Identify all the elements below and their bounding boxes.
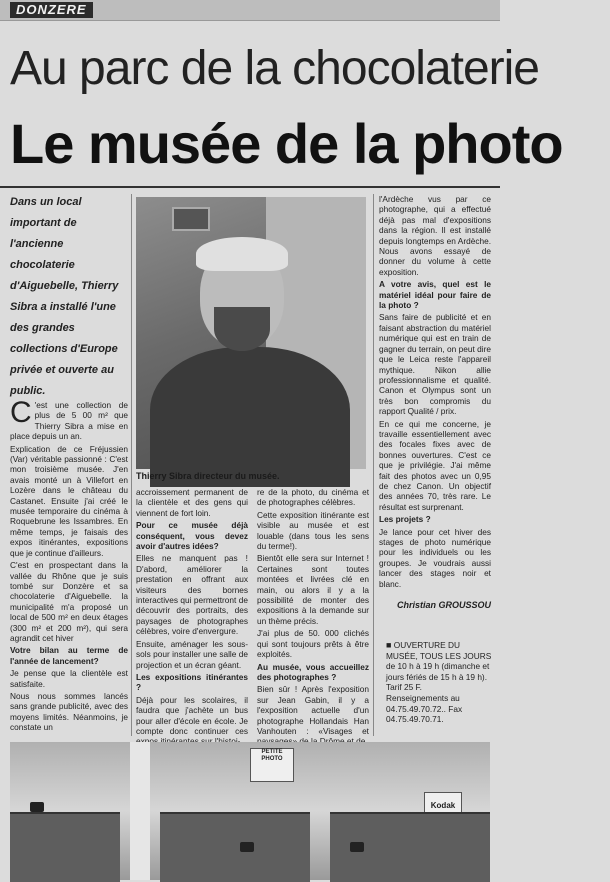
info-title [386, 640, 492, 661]
lede: Dans un local important de l'ancienne chocolaterie d'Aiguebelle, Thierry Sibra a installé l'une des grandes collections d'Europe privée et ouverte au public. [10, 196, 119, 397]
paragraph: J'ai plus de 50. 000 clichés qui sont toujours prêts à être exploités. [257, 628, 369, 660]
info-contact: Renseignements au 04.75.49.70.72.. Fax 04.75.49.70.71. [386, 692, 463, 725]
interview-question: Pour ce musée déjà conséquent, vous devez avoir d'autres idées? [136, 520, 248, 552]
interview-question: Au musée, vous accueillez des photographes ? [257, 661, 369, 682]
headline: Le musée de la photo [10, 112, 563, 175]
photo2-display-case [10, 812, 120, 882]
info-title-text: OUVERTURE DU MUSÉE, TOUS LES JOURS [386, 640, 492, 661]
photo2-camera-icon [350, 842, 364, 852]
paragraph: re de la photo, du cinéma et de photographes célèbres. [257, 487, 369, 508]
article-column-2 [136, 487, 248, 736]
photo-caption: Thierry Sibra directeur du musée. [136, 471, 280, 481]
paragraph: l'Ardèche vus par ce photographe, qui a effectué déjà pas mal d'expositions dans la région. Il est installé depuis longtemps en Ardèche. Nous avons essayé de donner du volume à cette exposition. [379, 194, 491, 277]
paragraph: Bien sûr ! Après l'exposition sur Jean Gabin, il y a l'exposition actuelle d'un photographe Hollandais Han Vanhouten : «Visages et [257, 684, 369, 736]
photo2-camera-icon [240, 842, 254, 852]
kicker-title: Au parc de la chocolaterie [10, 42, 539, 95]
column-divider [373, 194, 374, 736]
paragraph: accroissement permanent de la clientèle et des gens qui viennent de fort loin. [136, 487, 248, 518]
photo-subject-hair [196, 237, 288, 271]
interview-question: Les expositions itinérantes ? [136, 671, 248, 693]
article-column-3 [257, 487, 369, 736]
portrait-photo [136, 197, 366, 469]
author-byline: Christian GROUSSOU [396, 600, 491, 610]
photo2-camera-icon [30, 802, 44, 812]
interview-question: A votre avis, quel est le matériel idéal pour faire de la photo ? [379, 279, 491, 311]
paragraph: Nous nous sommes lancés sans grande publicité, avec des moyens limités. Néanmoins, je constate un [10, 690, 128, 733]
article-column-4 [379, 194, 491, 589]
paragraph: Je lance pour cet hiver des stages de photo numérique pour les individuels ou les groupes. Je voudrais aussi lancer des stages noir et blanc. [379, 526, 491, 589]
photo2-poster: PETITE PHOTO [250, 748, 294, 782]
headline-rule [0, 186, 500, 188]
interview-question: Votre bilan au terme de l'année de lancement? [10, 645, 128, 666]
paragraph: Ensuite, aménager les sous-sols pour installer une salle de projection et un écran géant. [136, 638, 248, 670]
museum-interior-photo [10, 742, 490, 880]
photo2-display-case [160, 812, 310, 882]
column-divider [131, 194, 132, 736]
photo-frame-on-wall [172, 207, 210, 231]
paragraph: Elles ne manquent pas ! D'abord, améliorer la prestation en offrant aux visiteurs des bornes interactives qui permettront de découvrir des portraits, des paysages de photographes célèbres, voire d'envergure. [136, 553, 248, 637]
paragraph: Sans faire de publicité et en faisant abstraction du matériel numérique qui est en train de gagner du terrain, on peut dire que le Leica reste l'appareil mythique. Nikon allie professionnalisme et qualité. Canon et Olympus sont un très bon compromis du rapport Qualité / prix. [379, 312, 491, 417]
interview-question: Les projets ? [379, 514, 431, 525]
photo-subject-body [150, 347, 350, 487]
drop-cap: C [10, 396, 32, 429]
paragraph: Bientôt elle sera sur Internet ! Certaines sont toutes montées et livrées clé en main, ou alors il y a la possibilité de monter des expositions à la demande sur un thème précis. [257, 553, 369, 626]
paragraph: 'est une collection de plus de 5 00 m² que Thierry Sibra a mise en place depuis un an. [10, 400, 128, 442]
photo2-kodak-sign: Kodak [424, 792, 462, 820]
article-column-1 [10, 396, 128, 736]
paragraph: Explication de ce Fréjussien (Var) véritable passionné : C'est mon troisième musée. J'en avais monté un à Villefort en Lozère dans le château du Castanet. Ensuite j'ai créé le musée temporaire du cinéma à Roquebrune les Issambres. En même temps, je faisais des expos itinérantes, expositions que je continue d'ailleurs. [10, 443, 128, 558]
section-label: DONZERE [10, 2, 93, 18]
info-box [386, 640, 492, 725]
paragraph: Je pense que la clientèle est satisfaite. [10, 668, 128, 689]
info-hours: de 10 h à 19 h (dimanche et jours fériés de 15 h à 19 h). Tarif 25 F. [386, 661, 490, 693]
photo-subject-beard [214, 307, 270, 351]
paragraph: Déjà pour les scolaires, il faudra que j'achète un bus pour aller d'école en école. Je compte donc continuer ces [136, 694, 248, 736]
square-bullet-icon: ■ [386, 640, 392, 650]
paragraph: Cette exposition itinérante est visible au musée et est louable (dans tous les sens du terme!). [257, 509, 369, 552]
paragraph: En ce qui me concerne, je travaille essentiellement avec des focales fixes avec de bonnes ouvertures. C'est ce que je privilégie. J'ai même fait des photos avec un 0,95 de chez Canon. Un objectif des années 70, très rare. Le résultat est surprenant. [379, 418, 491, 512]
photo2-pillar [130, 742, 150, 880]
section-rubric [0, 0, 500, 21]
paragraph: C'est en prospectant dans la vallée du Rhône que je suis tombé sur Donzère et sa chocolaterie d'Aiguebelle. la municipalité m'a proposé un local de 500 m² en deux étages (300 m² et 200 m²), qui sera agrandit cet hiver [10, 560, 128, 643]
